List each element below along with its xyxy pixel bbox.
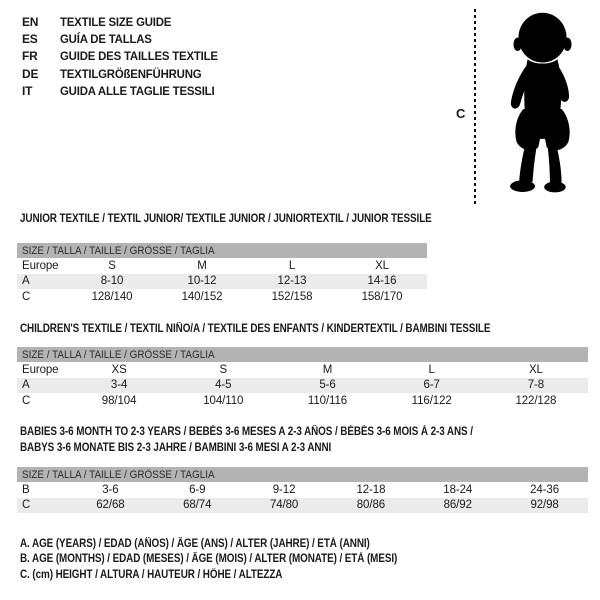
language-code: FR xyxy=(22,49,38,64)
language-title: GUÍA DE TALLAS xyxy=(60,32,152,47)
size-cell: M xyxy=(197,259,207,272)
size-cell: 62/68 xyxy=(96,499,125,512)
size-cell: 68/74 xyxy=(183,499,212,512)
table-row xyxy=(17,258,427,274)
size-header-bar xyxy=(17,347,588,362)
row-label: C xyxy=(22,499,31,512)
legend-row xyxy=(22,65,226,82)
table-row xyxy=(17,378,588,394)
size-cell: 152/158 xyxy=(271,290,313,303)
row-label: C xyxy=(22,394,31,407)
language-title: GUIDE DES TAILLES TEXTILE xyxy=(60,49,218,64)
size-cell: 4-5 xyxy=(215,379,232,392)
size-cell: 92/98 xyxy=(530,499,559,512)
table-row xyxy=(17,274,427,290)
table-row xyxy=(17,362,588,378)
size-cell: 86/92 xyxy=(443,499,472,512)
size-header-bar xyxy=(17,467,588,482)
size-cell: 7-8 xyxy=(527,379,545,392)
junior-table-title xyxy=(20,212,432,228)
babies-size-table xyxy=(17,467,588,513)
toddler-silhouette-shape xyxy=(510,13,571,193)
row-label: A xyxy=(22,379,30,392)
size-cell: M xyxy=(322,363,333,376)
height-measure-label: C xyxy=(456,106,466,121)
table-title-line: BABYS 3-6 MONATE BIS 2-3 JAHRE / BAMBINI 3-6 MESI A 2-3 ANNI xyxy=(20,441,332,454)
toddler-silhouette-image xyxy=(501,5,584,208)
size-cell: 3-6 xyxy=(102,483,119,496)
language-title: TEXTILE SIZE GUIDE xyxy=(60,14,172,29)
table-title-line: JUNIOR TEXTILE / TEXTIL JUNIOR/ TEXTILE JUNIOR / JUNIORTEXTIL / JUNIOR TESSILE xyxy=(20,213,432,225)
table-row xyxy=(17,498,588,514)
language-code: ES xyxy=(22,32,38,47)
language-title: GUIDA ALLE TAGLIE TESSILI xyxy=(60,84,215,99)
size-cell: 74/80 xyxy=(269,499,299,512)
footnote-line: C. (cm) HEIGHT / ALTURA / HAUTEUR / HÖHE / ALTEZZA xyxy=(20,568,283,581)
size-cell: 18-24 xyxy=(443,483,473,496)
junior-size-table xyxy=(17,243,427,305)
size-cell: 110/116 xyxy=(307,394,348,407)
table-row xyxy=(17,482,588,498)
size-cell: L xyxy=(288,259,296,272)
size-cell: 14-16 xyxy=(367,275,397,288)
size-header-text: SIZE / TALLA / TAILLE / GRÖSSE / TAGLIA xyxy=(22,244,215,257)
legend-row xyxy=(22,83,226,100)
size-cell: XS xyxy=(111,363,127,376)
table-row xyxy=(17,393,588,409)
size-cell: 8-10 xyxy=(100,275,124,288)
language-legend xyxy=(22,13,226,100)
row-label: C xyxy=(22,290,31,303)
babies-table-title xyxy=(20,425,473,456)
size-cell: 116/122 xyxy=(411,394,452,407)
legend-row xyxy=(22,48,226,65)
size-cell: 122/128 xyxy=(515,394,557,407)
legend-row xyxy=(22,13,226,30)
size-cell: 9-12 xyxy=(272,483,296,496)
size-cell: L xyxy=(428,363,435,376)
size-cell: 10-12 xyxy=(187,275,217,288)
size-cell: 12-18 xyxy=(356,483,386,496)
size-header-text: SIZE / TALLA / TAILLE / GRÖSSE / TAGLIA xyxy=(22,468,215,481)
size-cell: 158/170 xyxy=(361,290,403,303)
size-cell: XL xyxy=(375,259,389,272)
size-cell: 6-7 xyxy=(423,379,440,392)
table-row xyxy=(17,289,427,305)
children-table-title xyxy=(20,322,490,338)
size-cell: 24-36 xyxy=(530,483,560,496)
size-cell: S xyxy=(219,363,228,376)
language-title: TEXTILGRÖßENFÜHRUNG xyxy=(60,66,202,81)
size-cell: XL xyxy=(528,363,543,376)
size-cell: 98/104 xyxy=(101,394,137,407)
size-cell: 140/152 xyxy=(181,290,223,303)
children-size-table xyxy=(17,347,588,409)
table-title-line: BABIES 3-6 MONTH TO 2-3 YEARS / BEBÉS 3-6 MESES A 2-3 AÑOS / BÉBÉS 3-6 MOIS À 2-3 ANS / xyxy=(20,426,473,438)
language-code: EN xyxy=(22,14,39,29)
row-label: Europe xyxy=(22,363,59,376)
language-code: IT xyxy=(22,84,33,99)
size-cell: 12-13 xyxy=(277,275,307,288)
row-label: Europe xyxy=(22,259,59,272)
size-cell: 128/140 xyxy=(91,290,133,303)
size-header-bar xyxy=(17,243,427,258)
legend-row xyxy=(22,30,226,47)
footnote-line: A. AGE (YEARS) / EDAD (AÑOS) / ÂGE (ANS) / ALTER (JAHRE) / ETÀ (ANNI) xyxy=(20,538,370,550)
size-cell: 5-6 xyxy=(319,379,336,392)
row-label: B xyxy=(22,483,30,496)
table-title-line: CHILDREN'S TEXTILE / TEXTIL NIÑO/A / TEXTILE DES ENFANTS / KINDERTEXTIL / BAMBINI TESSILE xyxy=(20,323,491,335)
size-header-text: SIZE / TALLA / TAILLE / GRÖSSE / TAGLIA xyxy=(22,348,215,361)
size-cell: S xyxy=(108,259,116,272)
size-cell: 3-4 xyxy=(110,379,128,392)
height-measure-dashed-line xyxy=(474,9,476,206)
language-code: DE xyxy=(22,66,39,81)
size-cell: 104/110 xyxy=(203,394,244,407)
footnote-line: B. AGE (MONTHS) / EDAD (MESES) / ÂGE (MOIS) / ALTER (MONATE) / ETÀ (MESI) xyxy=(20,553,398,566)
size-cell: 6-9 xyxy=(189,483,206,496)
footnotes xyxy=(20,537,459,583)
row-label: A xyxy=(22,275,30,288)
size-cell: 80/86 xyxy=(356,499,386,512)
